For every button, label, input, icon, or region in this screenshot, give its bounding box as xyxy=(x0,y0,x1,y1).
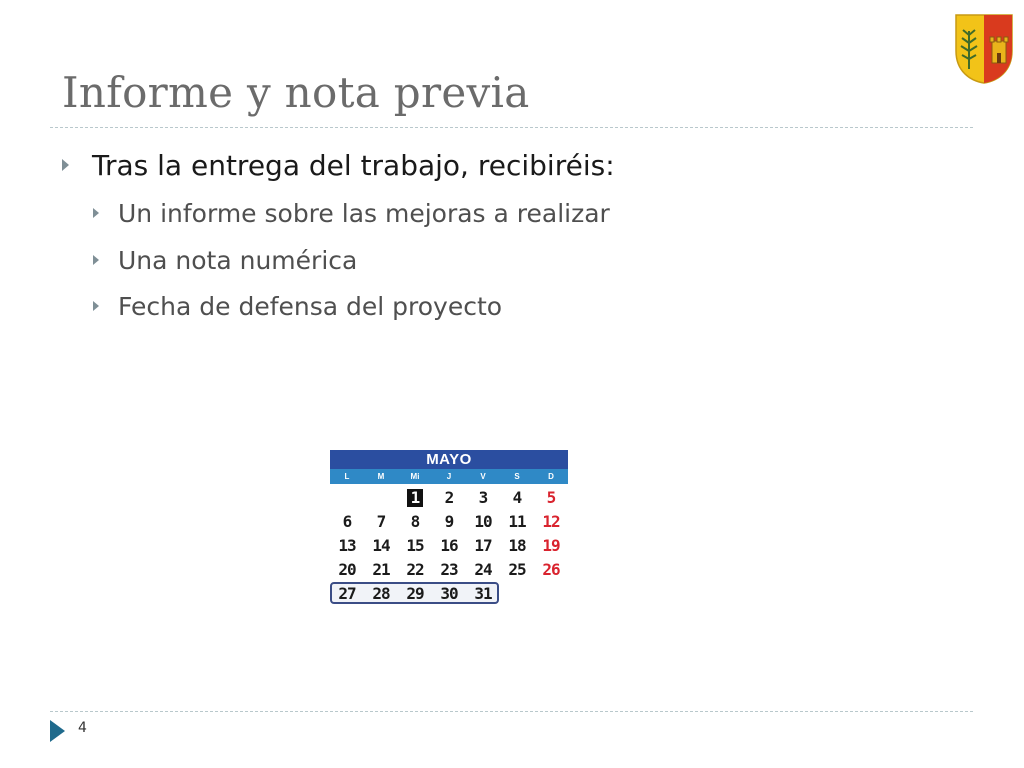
slide-title: Informe y nota previa xyxy=(62,68,530,117)
calendar-grid xyxy=(330,486,568,606)
calendar-day: 6 xyxy=(342,512,352,531)
calendar-month: MAYO xyxy=(330,450,568,469)
bullet-arrow-icon xyxy=(93,255,99,265)
calendar-day: 2 xyxy=(444,488,454,507)
bullet-arrow-icon xyxy=(93,208,99,218)
calendar-day: 17 xyxy=(474,536,492,555)
footer-arrow-icon xyxy=(50,720,65,742)
calendar-week-row xyxy=(330,582,568,606)
bullet-level2 xyxy=(93,199,610,228)
footer-divider xyxy=(50,711,973,712)
bullet-text: Fecha de defensa del proyecto xyxy=(118,292,503,321)
weekday-label: J xyxy=(446,472,452,481)
calendar-day: 8 xyxy=(410,512,420,531)
calendar-day xyxy=(500,582,534,606)
weekday-label: Mi xyxy=(410,472,420,481)
calendar-day: 30 xyxy=(440,584,458,603)
title-divider xyxy=(50,127,973,128)
bullet-text: Un informe sobre las mejoras a realizar xyxy=(118,199,610,228)
weekday-label: L xyxy=(344,472,350,481)
weekday-label: D xyxy=(548,472,554,481)
bullet-text: Una nota numérica xyxy=(118,246,358,275)
calendar-weekdays xyxy=(330,469,568,484)
calendar-week-row xyxy=(330,558,568,582)
weekday-label: V xyxy=(480,472,486,481)
calendar-day: 26 xyxy=(542,560,560,579)
weekday-label: M xyxy=(377,472,385,481)
calendar-day: 3 xyxy=(478,488,488,507)
calendar-day: 4 xyxy=(512,488,522,507)
calendar-day: 21 xyxy=(372,560,390,579)
calendar-day: 13 xyxy=(338,536,356,555)
calendar-day: 12 xyxy=(542,512,560,531)
calendar-day xyxy=(398,486,432,510)
calendar-week-row xyxy=(330,510,568,534)
calendar-day: 14 xyxy=(372,536,390,555)
bullet-arrow-icon xyxy=(93,301,99,311)
bullet-text: Tras la entrega del trabajo, recibiréis: xyxy=(92,149,615,182)
calendar-day: 29 xyxy=(406,584,424,603)
calendar-day: 28 xyxy=(372,584,390,603)
calendar-day: 20 xyxy=(338,560,356,579)
bullet-level1 xyxy=(62,149,615,182)
calendar-day: 18 xyxy=(508,536,526,555)
calendar-day: 19 xyxy=(542,536,560,555)
calendar-day: 7 xyxy=(376,512,386,531)
calendar-day-highlight: 1 xyxy=(407,489,424,507)
calendar-day: 31 xyxy=(474,584,492,603)
calendar-day: 9 xyxy=(444,512,454,531)
calendar-day xyxy=(330,486,364,510)
bullet-level2 xyxy=(93,246,357,275)
coat-of-arms-icon xyxy=(954,13,1014,85)
calendar-day: 25 xyxy=(508,560,526,579)
calendar-week-row xyxy=(330,486,568,510)
calendar-day: 24 xyxy=(474,560,492,579)
bullet-level2 xyxy=(93,292,502,321)
bullet-arrow-icon xyxy=(62,159,69,171)
weekday-label: S xyxy=(514,472,520,481)
calendar-day: 15 xyxy=(406,536,424,555)
calendar-day: 23 xyxy=(440,560,458,579)
calendar-day: 5 xyxy=(546,488,556,507)
calendar-image xyxy=(330,450,568,610)
calendar-day xyxy=(534,582,568,606)
calendar-day: 16 xyxy=(440,536,458,555)
calendar-day: 10 xyxy=(474,512,492,531)
calendar-day: 22 xyxy=(406,560,424,579)
calendar-day: 11 xyxy=(508,512,526,531)
page-number: 4 xyxy=(78,720,87,736)
calendar-day xyxy=(364,486,398,510)
calendar-day: 27 xyxy=(338,584,356,603)
calendar-week-row xyxy=(330,534,568,558)
